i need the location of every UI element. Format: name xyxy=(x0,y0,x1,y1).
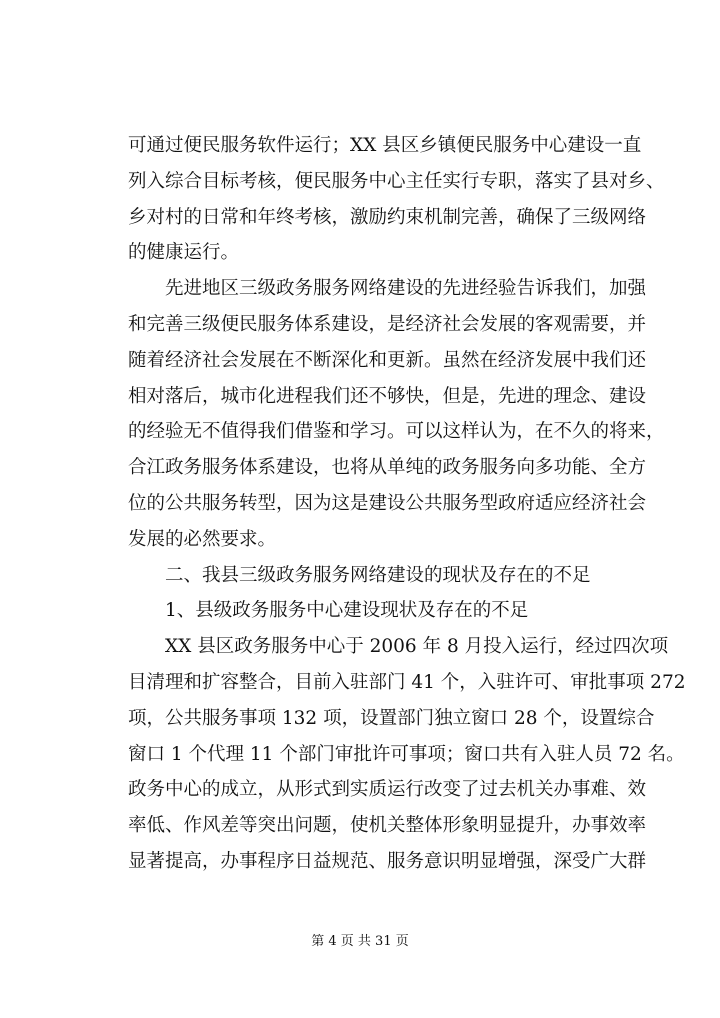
section-heading: 二、我县三级政务服务网络建设的现状及存在的不足 xyxy=(128,564,591,586)
text-line: XX 县区政务服务中心于 2006 年 8 月投入运行，经过四次项 xyxy=(128,636,669,658)
text-line: 目清理和扩容整合，目前入驻部门 41 个，入驻许可、审批事项 272 xyxy=(128,671,686,693)
text-line: 相对落后，城市化进程我们还不够快，但是，先进的理念、建设 xyxy=(128,385,647,407)
text-line: 显著提高，办事程序日益规范、服务意识明显增强，深受广大群 xyxy=(128,850,647,872)
text-line: 列入综合目标考核，便民服务中心主任实行专职，落实了县对乡、 xyxy=(128,170,665,192)
text-line: 窗口 1 个代理 11 个部门审批许可事项；窗口共有入驻人员 72 名。 xyxy=(128,743,685,765)
text-line: 项，公共服务事项 132 项，设置部门独立窗口 28 个，设置综合 xyxy=(128,707,655,729)
text-line: 政务中心的成立，从形式到实质运行改变了过去机关办事难、效 xyxy=(128,779,647,801)
text-line: 可通过便民服务软件运行；XX 县区乡镇便民服务中心建设一直 xyxy=(128,135,642,156)
text-line: 率低、作风差等突出问题，使机关整体形象明显提升，办事效率 xyxy=(128,815,647,837)
page-footer: 第 4 页 共 31 页 xyxy=(311,934,409,949)
subsection-heading: 1、县级政务服务中心建设现状及存在的不足 xyxy=(128,600,529,622)
text-line: 的经验无不值得我们借鉴和学习。可以这样认为，在不久的将来， xyxy=(128,421,665,443)
text-line: 合江政务服务体系建设，也将从单纯的政务服务向多功能、全方 xyxy=(128,457,647,479)
body-text xyxy=(128,128,686,880)
text-line: 位的公共服务转型，因为这是建设公共服务型政府适应经济社会 xyxy=(128,492,647,514)
text-line: 的健康运行。 xyxy=(128,242,240,264)
text-line: 和完善三级便民服务体系建设，是经济社会发展的客观需要，并 xyxy=(128,313,647,335)
text-line: 发展的必然要求。 xyxy=(128,528,277,550)
text-line: 乡对村的日常和年终考核，激励约束机制完善，确保了三级网络 xyxy=(128,206,647,228)
text-line: 随着经济社会发展在不断深化和更新。虽然在经济发展中我们还 xyxy=(128,349,647,371)
text-line: 先进地区三级政务服务网络建设的先进经验告诉我们，加强 xyxy=(128,278,647,300)
